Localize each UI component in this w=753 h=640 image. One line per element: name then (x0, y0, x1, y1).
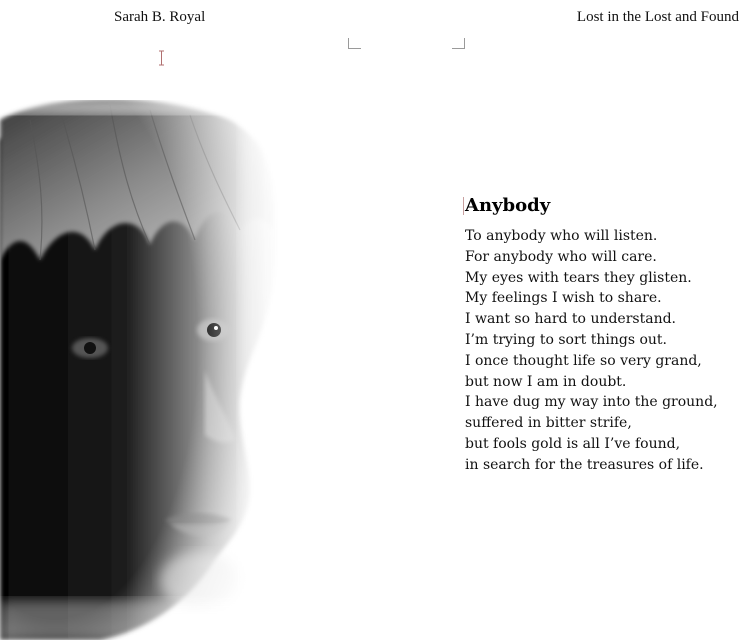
poem-line: My feelings I wish to share. (465, 290, 662, 307)
poem-lines (465, 226, 750, 476)
poem-line: but fools gold is all I’ve found, (465, 435, 681, 452)
poem-line: I have dug my way into the ground, (465, 394, 718, 411)
poem-title: Anybody (465, 195, 551, 216)
poem-line: I’m trying to sort things out. (465, 331, 667, 348)
poem-line: but now I am in doubt. (465, 373, 627, 390)
portrait-photo-icon (0, 100, 278, 640)
text-cursor-icon (158, 50, 165, 66)
poem (465, 194, 750, 476)
poem-line: in search for the treasures of life. (465, 456, 704, 473)
poem-line: My eyes with tears they glisten. (465, 269, 692, 286)
header-author: Sarah B. Royal (114, 9, 206, 25)
crop-mark-left-icon (348, 38, 361, 49)
portrait-photo (0, 100, 278, 640)
poem-line: To anybody who will listen. (465, 228, 658, 244)
header-book-title: Lost in the Lost and Found (576, 9, 739, 25)
poem-line: I once thought life so very grand, (465, 352, 702, 369)
crop-mark-right-icon (452, 38, 465, 49)
poem-line: suffered in bitter strife, (465, 415, 632, 432)
poem-line: For anybody who will care. (465, 248, 657, 265)
poem-line: I want so hard to understand. (465, 311, 676, 328)
